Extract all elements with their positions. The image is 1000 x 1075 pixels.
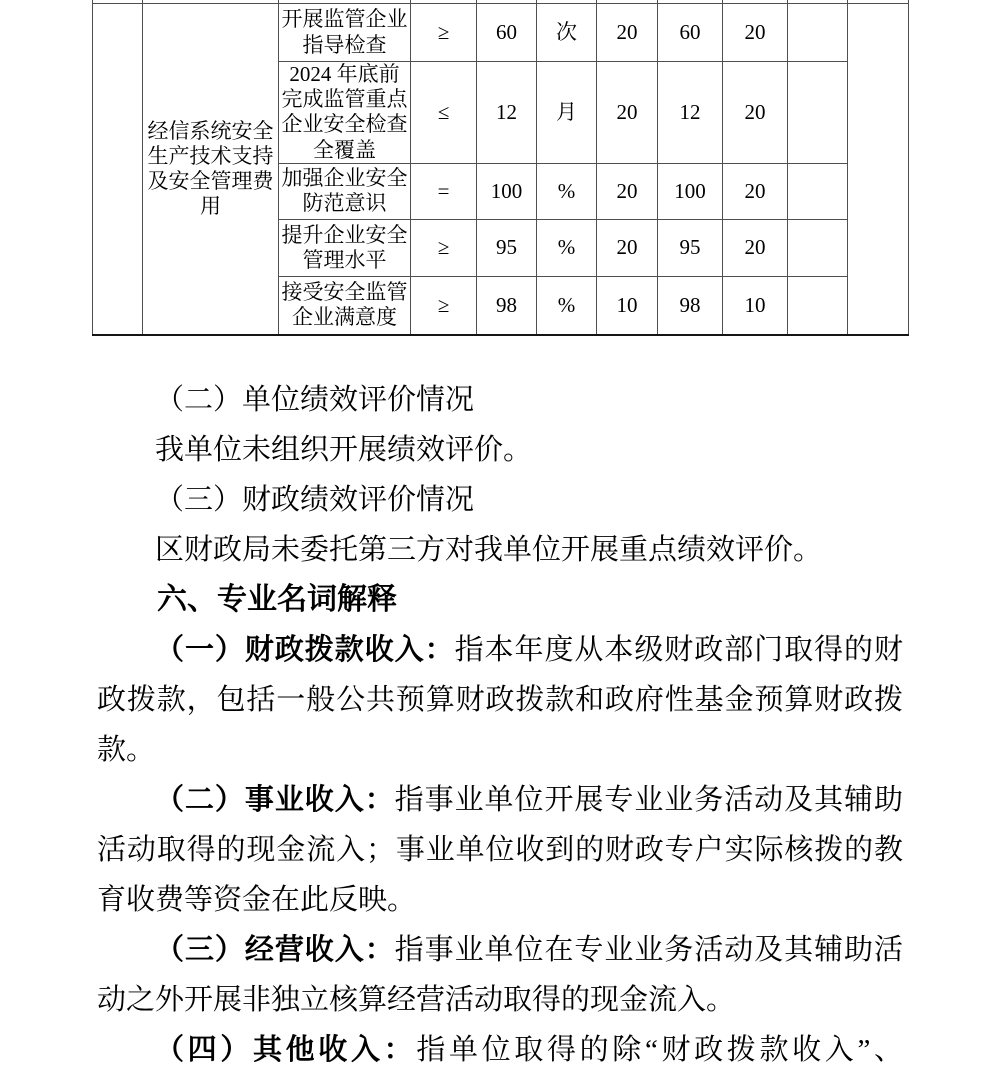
unit-cell: % (537, 163, 597, 219)
unit-cell: 月 (537, 62, 597, 164)
score-cell: 20 (723, 163, 788, 219)
operator-cell: = (411, 163, 477, 219)
actual-value-cell: 12 (658, 62, 723, 164)
unit-cell: % (537, 219, 597, 276)
actual-value-cell: 60 (658, 4, 723, 62)
operator-cell: ≤ (411, 62, 477, 164)
section-heading-fiscal-eval: （三）财政绩效评价情况 (155, 484, 475, 516)
empty-cell (788, 163, 848, 219)
actual-value-cell: 95 (658, 219, 723, 276)
term-text: 指单位取得的除“财政拨款收入”、 (416, 1034, 903, 1066)
indicator-cell: 提升企业安全管理水平 (279, 219, 411, 276)
empty-cell (788, 62, 848, 164)
table-row (93, 4, 909, 62)
indicator-cell: 接受安全监管企业满意度 (279, 276, 411, 335)
section-body-fiscal-eval: 区财政局未委托第三方对我单位开展重点绩效评价。 (155, 534, 823, 566)
section-body-unit-eval: 我单位未组织开展绩效评价。 (155, 434, 533, 466)
indicator-cell: 2024 年底前完成监管重点企业安全检查全覆盖 (279, 62, 411, 164)
weight-cell: 20 (597, 62, 658, 164)
indicator-cell: 加强企业安全防范意识 (279, 163, 411, 219)
weight-cell: 20 (597, 4, 658, 62)
unit-cell: 次 (537, 4, 597, 62)
term-text: 指本年度从本级财政部门取得的财政拨款，包括一般公共预算财政拨款和政府性基金预算财政拨款。 (97, 634, 903, 766)
target-value-cell: 60 (477, 4, 537, 62)
weight-cell: 10 (597, 276, 658, 335)
actual-value-cell: 98 (658, 276, 723, 335)
section-heading-unit-eval: （二）单位绩效评价情况 (155, 384, 475, 416)
score-cell: 20 (723, 219, 788, 276)
score-cell: 20 (723, 62, 788, 164)
term-lead: （一）财政拨款收入： (155, 634, 455, 666)
section-heading-terms: 六、专业名词解释 (157, 583, 397, 616)
term-paragraph (97, 775, 903, 925)
empty-cell (93, 4, 143, 335)
score-cell: 20 (723, 4, 788, 62)
empty-cell (848, 4, 909, 335)
empty-cell (788, 4, 848, 62)
empty-cell (788, 219, 848, 276)
target-value-cell: 100 (477, 163, 537, 219)
target-value-cell: 12 (477, 62, 537, 164)
term-text: 指事业单位开展专业业务活动及其辅助活动取得的现金流入；事业单位收到的财政专户实际核拨的教育收费等资金在此反映。 (97, 784, 903, 916)
target-value-cell: 98 (477, 276, 537, 335)
empty-cell (788, 276, 848, 335)
operator-cell: ≥ (411, 219, 477, 276)
operator-cell: ≥ (411, 4, 477, 62)
target-value-cell: 95 (477, 219, 537, 276)
project-name-cell: 经信系统安全生产技术支持及安全管理费用 (143, 4, 279, 335)
term-text: 指事业单位在专业业务活动及其辅助活动之外开展非独立核算经营活动取得的现金流入。 (97, 934, 903, 1016)
unit-cell: % (537, 276, 597, 335)
weight-cell: 20 (597, 163, 658, 219)
term-paragraph (97, 925, 903, 1025)
operator-cell: ≥ (411, 276, 477, 335)
weight-cell: 20 (597, 219, 658, 276)
score-cell: 10 (723, 276, 788, 335)
term-lead: （二）事业收入： (155, 784, 395, 816)
document-body (97, 375, 903, 1075)
indicator-cell: 开展监管企业指导检查 (279, 4, 411, 62)
term-lead: （四）其他收入： (155, 1034, 417, 1066)
actual-value-cell: 100 (658, 163, 723, 219)
performance-indicator-table (92, 0, 908, 336)
term-paragraph (97, 1025, 903, 1075)
term-paragraph (97, 625, 903, 775)
term-lead: （三）经营收入： (155, 934, 395, 966)
